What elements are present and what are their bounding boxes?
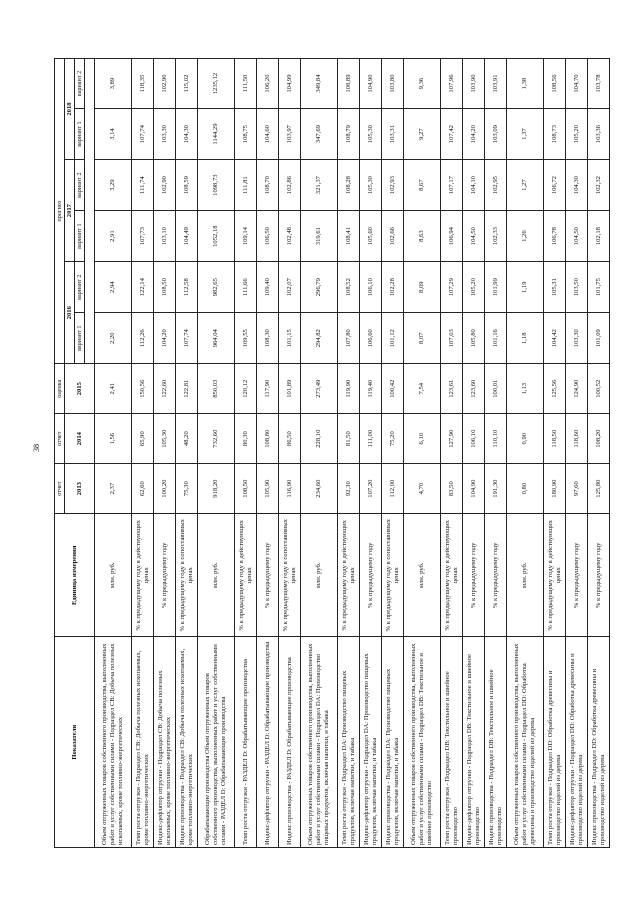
table-row [382, 59, 404, 848]
value-cell: 117,90 [257, 364, 279, 414]
value-cell: 2,37 [95, 464, 132, 514]
value-cell: 101,09 [588, 313, 610, 364]
value-cell: 1,38 [507, 59, 544, 109]
value-cell: 109,14 [235, 211, 257, 262]
value-cell: 110,10 [485, 414, 507, 464]
value-cell: 101,75 [588, 262, 610, 313]
value-cell: 108,89 [338, 59, 360, 109]
value-cell: 83,50 [441, 464, 463, 514]
unit-cell: % к предыдущему году в сопоставимых ценах [382, 514, 404, 637]
value-cell: 102,93 [382, 160, 404, 211]
value-cell: 150,56 [132, 364, 154, 414]
value-cell: 105,31 [544, 262, 566, 313]
indicator-cell: Индекс-дефлятор отгрузки - Подраздел DA: Производство пищевых продуктов, включая напитки, и табака [360, 637, 382, 848]
value-cell: 123,61 [441, 364, 463, 414]
header-2018-variant-1: вариант 1 [75, 109, 85, 160]
value-cell: 1052,18 [198, 211, 235, 262]
indicator-cell: Индекс производства - Подраздел DB: Текстильное и швейное производство [485, 637, 507, 848]
value-cell: 104,20 [154, 313, 176, 364]
value-cell: 296,79 [301, 262, 338, 313]
unit-cell: млн. руб. [95, 514, 132, 637]
unit-cell: млн. руб. [404, 514, 441, 637]
value-cell: 101,99 [485, 262, 507, 313]
value-cell: 2,94 [95, 262, 132, 313]
value-cell: 107,20 [360, 464, 382, 514]
value-cell: 107,03 [441, 313, 463, 364]
value-cell: 106,60 [360, 313, 382, 364]
rotated-table-container [54, 58, 606, 848]
value-cell: 122,14 [132, 262, 154, 313]
value-cell: 106,50 [257, 211, 279, 262]
header-year-2016: 2016 [65, 262, 75, 364]
value-cell: 9,36 [404, 59, 441, 109]
value-cell: 125,56 [544, 364, 566, 414]
value-cell: 102,32 [588, 160, 610, 211]
value-cell: 107,80 [338, 313, 360, 364]
value-cell: 732,60 [198, 414, 235, 464]
value-cell: 103,31 [382, 109, 404, 160]
value-cell: 103,91 [485, 59, 507, 109]
unit-cell: % к предыдущему году в сопоставимых ценах [279, 514, 301, 637]
indicator-cell: Индекс производства - Подраздел DD: Обработка древесины и производство изделий из дерева [588, 637, 610, 848]
value-cell: 1098,73 [198, 160, 235, 211]
indicator-cell: Темп роста отгрузки - Подраздел DB: Текстильное и швейное производство [441, 637, 463, 848]
header-year-2017: 2017 [65, 160, 75, 262]
value-cell: 105,30 [360, 160, 382, 211]
unit-cell: млн. руб. [507, 514, 544, 637]
value-cell: 108,56 [544, 59, 566, 109]
value-cell: 118,35 [132, 59, 154, 109]
value-cell: 1144,29 [198, 109, 235, 160]
table-row [338, 59, 360, 848]
value-cell: 8,07 [404, 313, 441, 364]
value-cell: 92,30 [338, 464, 360, 514]
value-cell: 234,60 [301, 464, 338, 514]
value-cell: 180,90 [544, 464, 566, 514]
value-cell: 105,20 [566, 109, 588, 160]
value-cell: 102,18 [588, 211, 610, 262]
value-cell: 1,18 [507, 313, 544, 364]
value-cell: 1,27 [507, 160, 544, 211]
value-cell: 3,14 [95, 109, 132, 160]
indicator-cell: Индекс производства - Подраздел CB: Добыча полезных ископаемых, кроме топливно-энергетических [176, 637, 198, 848]
value-cell: 103,80 [382, 59, 404, 109]
table-row [132, 59, 154, 848]
value-cell: 104,49 [176, 211, 198, 262]
value-cell: 918,20 [198, 464, 235, 514]
value-cell: 109,55 [235, 313, 257, 364]
header-indicator: Показатели [55, 637, 95, 848]
indicator-cell: Индекс производства - Подраздел DA: Производство пищевых продуктов, включая напитки, и табака [382, 637, 404, 848]
value-cell: 97,60 [566, 464, 588, 514]
page-number: 38 [32, 444, 41, 452]
value-cell: 104,60 [257, 109, 279, 160]
value-cell: 1,37 [507, 109, 544, 160]
value-cell: 103,09 [485, 109, 507, 160]
value-cell: 100,52 [588, 364, 610, 414]
value-cell: 105,20 [463, 262, 485, 313]
value-cell: 102,86 [279, 160, 301, 211]
unit-cell: % к предыдущему году в действующих ценах [338, 514, 360, 637]
forecast-table [54, 58, 610, 848]
unit-cell: % к предыдущему году [463, 514, 485, 637]
header-year-2014: 2014 [65, 414, 95, 464]
value-cell: 115,02 [176, 59, 198, 109]
table-row [507, 59, 544, 848]
value-cell: 106,78 [544, 211, 566, 262]
value-cell: 107,74 [132, 109, 154, 160]
value-cell: 108,50 [235, 464, 257, 514]
value-cell: 104,90 [360, 59, 382, 109]
value-cell: 80,30 [235, 414, 257, 464]
value-cell: 102,28 [382, 262, 404, 313]
value-cell: 119,90 [338, 364, 360, 414]
value-cell: 8,63 [404, 211, 441, 262]
value-cell: 100,42 [382, 364, 404, 414]
value-cell: 109,40 [257, 262, 279, 313]
header-status-2014: отчет [55, 414, 65, 464]
value-cell: 101,12 [382, 313, 404, 364]
indicator-cell: Темп роста отгрузки - Подраздел DD: Обработка древесины и производство изделий из дерева [544, 637, 566, 848]
value-cell: 108,59 [176, 160, 198, 211]
value-cell: 108,70 [257, 160, 279, 211]
unit-cell: % к предыдущему году [257, 514, 279, 637]
unit-cell: % к предыдущему году в действующих ценах [235, 514, 257, 637]
value-cell: 1,26 [507, 211, 544, 262]
indicator-cell: Объем отгруженных товаров собственного производства, выполненных работ и услуг собственными силами - Подраздел DA: Производство пищевых продуктов, включая напитки, и табака [301, 637, 338, 848]
value-cell: 107,74 [176, 313, 198, 364]
unit-cell: % к предыдущему году [154, 514, 176, 637]
table-row [257, 59, 279, 848]
value-cell: 119,40 [360, 364, 382, 414]
value-cell: 107,17 [441, 160, 463, 211]
table-row [176, 59, 198, 848]
table-row [235, 59, 257, 848]
value-cell: 108,41 [338, 211, 360, 262]
value-cell: 122,60 [154, 364, 176, 414]
header-2018-variant-2: вариант 2 [75, 59, 85, 109]
value-cell: 108,75 [235, 109, 257, 160]
value-cell: 127,90 [441, 414, 463, 464]
value-cell: 2,41 [95, 364, 132, 414]
indicator-cell: Обрабатывающие производства Объем отгруженных товаров собственного производства, выполненных работ и услуг собственными силами - РАЗДЕЛ D: Обрабатывающие производства [198, 637, 235, 848]
value-cell: 75,20 [382, 414, 404, 464]
value-cell: 108,30 [257, 313, 279, 364]
table-row [566, 59, 588, 848]
indicator-cell: Объем отгруженных товаров собственного производства, выполненных работ и услуг собственными силами - Подраздел DB: Текстильное и швейное производство [404, 637, 441, 848]
table-row [463, 59, 485, 848]
value-cell: 103,10 [154, 211, 176, 262]
value-cell: 123,60 [463, 364, 485, 414]
value-cell: 102,07 [279, 262, 301, 313]
value-cell: 103,36 [588, 109, 610, 160]
value-cell: 105,80 [463, 313, 485, 364]
value-cell: 108,28 [338, 160, 360, 211]
value-cell: 107,42 [441, 109, 463, 160]
value-cell: 8,67 [404, 160, 441, 211]
value-cell: 1,13 [507, 364, 544, 414]
value-cell: 103,97 [279, 109, 301, 160]
value-cell: 108,73 [544, 109, 566, 160]
header-forecast: прогноз [55, 59, 65, 364]
value-cell: 101,15 [279, 313, 301, 364]
value-cell: 982,65 [198, 262, 235, 313]
value-cell: 75,30 [176, 464, 198, 514]
header-year-2013: 2013 [65, 464, 95, 514]
indicator-cell: Индекс-дефлятор отгрузки - Подраздел CB: Добыча полезных ископаемых, кроме топливно-энергетических [154, 637, 176, 848]
value-cell: 273,49 [301, 364, 338, 414]
value-cell: 112,26 [132, 313, 154, 364]
value-cell: 120,12 [235, 364, 257, 414]
unit-cell: % к предыдущему году в действующих ценах [441, 514, 463, 637]
header-status-2013: отчет [55, 464, 65, 514]
unit-cell: % к предыдущему году [566, 514, 588, 637]
value-cell: 228,10 [301, 414, 338, 464]
value-cell: 100,20 [154, 464, 176, 514]
table-row [279, 59, 301, 848]
indicator-cell: Индекс-дефлятор отгрузки - Подраздел DD: Обработка древесины и производство изделий из дерева [566, 637, 588, 848]
value-cell: 107,73 [132, 211, 154, 262]
value-cell: 103,90 [463, 59, 485, 109]
value-cell: 106,10 [463, 414, 485, 464]
value-cell: 124,90 [566, 364, 588, 414]
value-cell: 3,29 [95, 160, 132, 211]
value-cell: 112,00 [382, 464, 404, 514]
value-cell: 105,30 [360, 109, 382, 160]
value-cell: 321,37 [301, 160, 338, 211]
value-cell: 1,56 [95, 414, 132, 464]
table-row [95, 59, 132, 848]
value-cell: 107,96 [441, 59, 463, 109]
value-cell: 9,27 [404, 109, 441, 160]
value-cell: 103,50 [566, 262, 588, 313]
value-cell: 111,50 [235, 59, 257, 109]
value-cell: 105,90 [257, 464, 279, 514]
rotated-page [54, 58, 606, 848]
value-cell: 101,16 [485, 313, 507, 364]
value-cell: 102,90 [154, 59, 176, 109]
table-row [485, 59, 507, 848]
header-unit: Единица измерения [55, 514, 95, 637]
value-cell: 102,95 [485, 160, 507, 211]
value-cell: 112,58 [176, 262, 198, 313]
value-cell: 106,94 [441, 211, 463, 262]
value-cell: 106,72 [544, 160, 566, 211]
value-cell: 104,20 [463, 109, 485, 160]
table-row [154, 59, 176, 848]
value-cell: 347,69 [301, 109, 338, 160]
table-row [404, 59, 441, 848]
value-cell: 349,84 [301, 59, 338, 109]
value-cell: 0,80 [507, 464, 544, 514]
value-cell: 0,90 [507, 414, 544, 464]
value-cell: 122,81 [176, 364, 198, 414]
value-cell: 104,99 [279, 59, 301, 109]
value-cell: 118,50 [544, 414, 566, 464]
value-cell: 125,80 [588, 464, 610, 514]
table-row [544, 59, 566, 848]
indicator-cell: Объем отгруженных товаров собственного производства, выполненных работ и услуг собственными силами - Подраздел CB: Добыча полезных ископаемых, кроме топливно-энергетических [95, 637, 132, 848]
table-row [360, 59, 382, 848]
value-cell: 1235,12 [198, 59, 235, 109]
table-body [95, 59, 610, 848]
value-cell: 294,82 [301, 313, 338, 364]
value-cell: 6,10 [404, 414, 441, 464]
value-cell: 104,50 [566, 211, 588, 262]
value-cell: 65,90 [132, 414, 154, 464]
value-cell: 105,30 [154, 414, 176, 464]
unit-cell: % к предыдущему году в сопоставимых ценах [176, 514, 198, 637]
value-cell: 104,70 [566, 59, 588, 109]
value-cell: 2,91 [95, 211, 132, 262]
value-cell: 81,50 [338, 414, 360, 464]
header-spacer-cell [85, 59, 95, 364]
value-cell: 111,81 [235, 160, 257, 211]
value-cell: 104,50 [463, 211, 485, 262]
value-cell: 102,66 [382, 211, 404, 262]
value-cell: 86,50 [279, 414, 301, 464]
header-2017-variant-2: вариант 2 [75, 160, 85, 211]
value-cell: 964,04 [198, 313, 235, 364]
value-cell: 107,29 [441, 262, 463, 313]
value-cell: 62,60 [132, 464, 154, 514]
value-cell: 103,78 [588, 59, 610, 109]
header-status-2015: оценка [55, 364, 65, 414]
indicator-cell: Индекс-дефлятор отгрузки - РАЗДЕЛ D: Обрабатывающие производства [257, 637, 279, 848]
value-cell: 111,00 [360, 414, 382, 464]
header-year-2018: 2018 [65, 59, 75, 160]
indicator-cell: Индекс-дефлятор отгрузки - Подраздел DB: Текстильное и швейное производство [463, 637, 485, 848]
value-cell: 191,30 [485, 464, 507, 514]
header-2016-variant-2: вариант 2 [75, 262, 85, 313]
value-cell: 103,30 [154, 109, 176, 160]
unit-cell: млн. руб. [198, 514, 235, 637]
table-row [588, 59, 610, 848]
header-2017-variant-1: вариант 1 [75, 211, 85, 262]
header-2016-variant-1: вариант 1 [75, 313, 85, 364]
indicator-cell: Темп роста отгрузки - РАЗДЕЛ D: Обрабатывающие производства [235, 637, 257, 848]
value-cell: 319,61 [301, 211, 338, 262]
table-row [198, 59, 235, 848]
table-row [441, 59, 463, 848]
value-cell: 102,33 [485, 211, 507, 262]
table-row [301, 59, 338, 848]
value-cell: 108,50 [154, 262, 176, 313]
value-cell: 108,52 [338, 262, 360, 313]
value-cell: 104,90 [463, 464, 485, 514]
value-cell: 2,20 [95, 313, 132, 364]
value-cell: 118,60 [566, 414, 588, 464]
value-cell: 104,30 [176, 109, 198, 160]
value-cell: 104,10 [463, 160, 485, 211]
unit-cell: % к предыдущему году [360, 514, 382, 637]
value-cell: 116,90 [279, 464, 301, 514]
value-cell: 104,30 [566, 160, 588, 211]
value-cell: 8,09 [404, 262, 441, 313]
value-cell: 101,89 [279, 364, 301, 414]
header-year-2015: 2015 [65, 364, 95, 414]
value-cell: 111,74 [132, 160, 154, 211]
indicator-cell: Индекс производства - РАЗДЕЛ D: Обрабатывающие производства [279, 637, 301, 848]
value-cell: 102,90 [154, 160, 176, 211]
value-cell: 103,30 [566, 313, 588, 364]
value-cell: 111,66 [235, 262, 257, 313]
value-cell: 48,20 [176, 414, 198, 464]
value-cell: 108,20 [588, 414, 610, 464]
unit-cell: % к предыдущему году [485, 514, 507, 637]
value-cell: 4,70 [404, 464, 441, 514]
value-cell: 7,54 [404, 364, 441, 414]
indicator-cell: Темп роста отгрузки - Подраздел DA: Производство пищевых продуктов, включая напитки, и табака [338, 637, 360, 848]
value-cell: 3,89 [95, 59, 132, 109]
indicator-cell: Объем отгруженных товаров собственного производства, выполненных работ и услуг собственными силами - Подраздел DD: Обработка древесины и производство изделий из дерева [507, 637, 544, 848]
indicator-cell: Темп роста отгрузки - Подраздел CB: Добыча полезных ископаемых, кроме топливно-энергетических [132, 637, 154, 848]
value-cell: 108,80 [257, 414, 279, 464]
unit-cell: % к предыдущему году в действующих ценах [132, 514, 154, 637]
unit-cell: млн. руб. [301, 514, 338, 637]
value-cell: 105,60 [360, 211, 382, 262]
value-cell: 850,03 [198, 364, 235, 414]
value-cell: 104,42 [544, 313, 566, 364]
value-cell: 106,20 [257, 59, 279, 109]
value-cell: 100,01 [485, 364, 507, 414]
value-cell: 106,10 [360, 262, 382, 313]
value-cell: 108,79 [338, 109, 360, 160]
unit-cell: % к предыдущему году в действующих ценах [544, 514, 566, 637]
header-row-status [55, 59, 65, 848]
value-cell: 102,48 [279, 211, 301, 262]
unit-cell: % к предыдущему году [588, 514, 610, 637]
value-cell: 1,19 [507, 262, 544, 313]
